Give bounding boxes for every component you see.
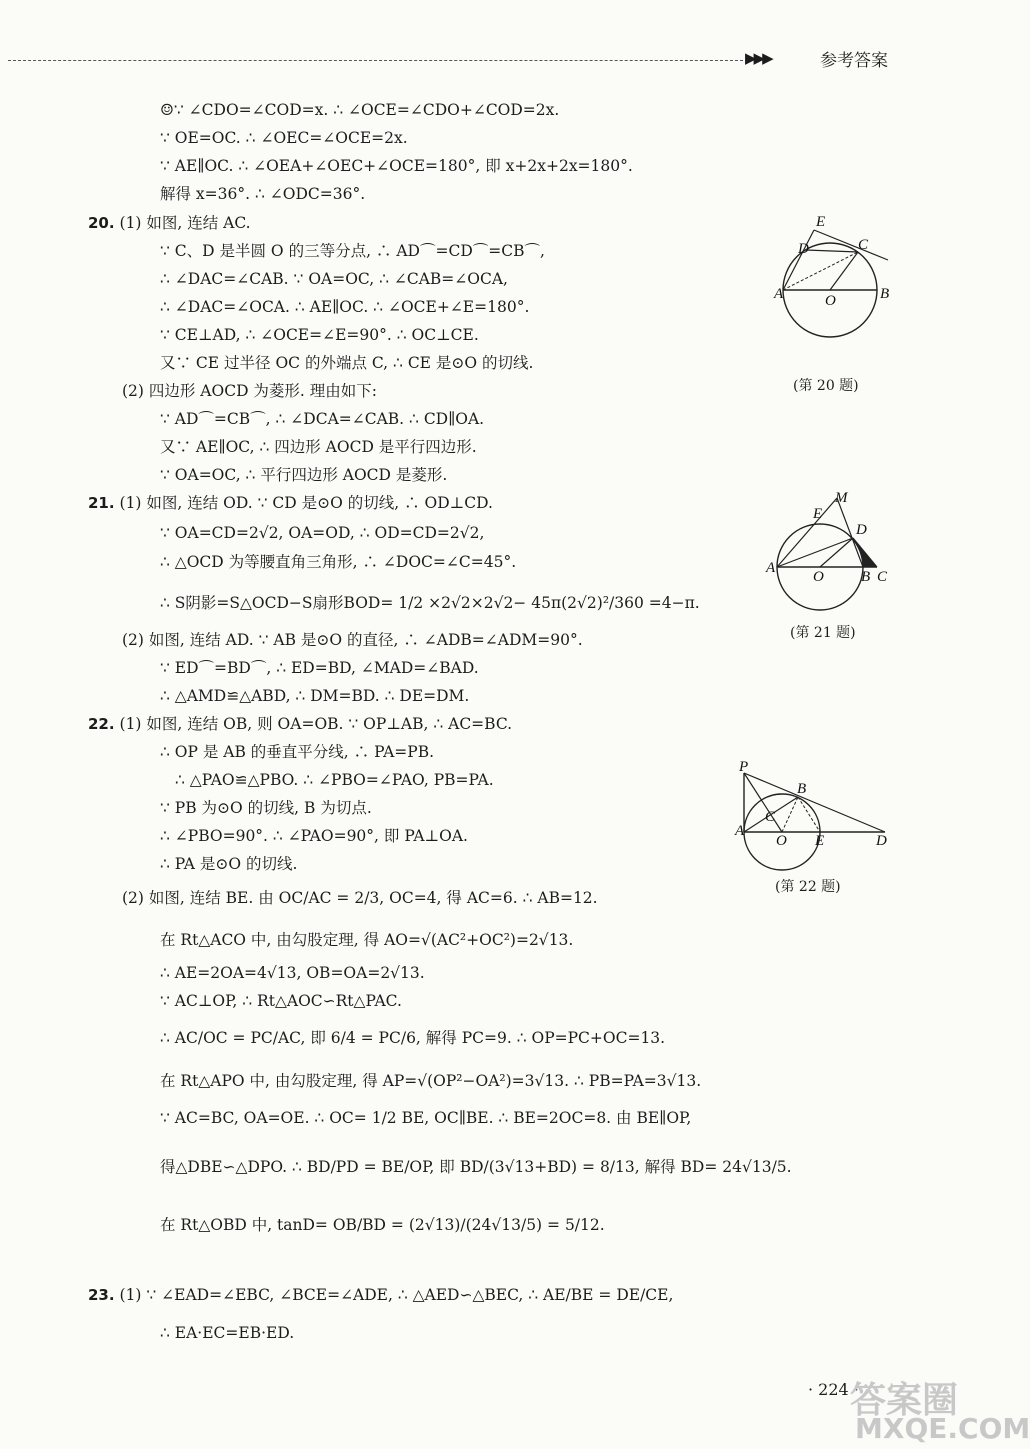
answer-line [160, 1323, 294, 1343]
answer-line-text: ∵ OA=OC, ∴ 平行四边形 AOCD 是菱形. [160, 466, 448, 484]
answer-line [160, 1071, 701, 1091]
header-title: 参考答案 [820, 51, 888, 71]
answer-line-text: ∴ AE=2OA=4√13, OB=OA=2√13. [160, 964, 425, 982]
answer-line [160, 593, 700, 613]
answer-line [160, 128, 408, 148]
answer-line [160, 854, 297, 874]
answer-line [160, 156, 633, 176]
answer-line-text: ∴ ∠DAC=∠CAB. ∵ OA=OC, ∴ ∠CAB=∠OCA, [160, 270, 508, 288]
answer-line-text: 解得 x=36°. ∴ ∠ODC=36°. [160, 185, 366, 203]
answer-line [160, 465, 447, 485]
fig22-label-A: A [735, 823, 745, 839]
answer-line [175, 770, 494, 790]
answer-line-text: ∴ △OCD 为等腰直角三角形, ∴ ∠DOC=∠C=45°. [160, 553, 517, 571]
answer-line [160, 552, 516, 572]
answer-line-text: ☺∵ ∠CDO=∠COD=x. ∴ ∠OCE=∠CDO+∠COD=2x. [160, 101, 560, 119]
answer-line-text: (2) 四边形 AOCD 为菱形. 理由如下: [122, 382, 378, 400]
answer-line [160, 241, 545, 261]
answer-line [160, 798, 372, 818]
answer-line-text: (2) 如图, 连结 AD. ∵ AB 是⊙O 的直径, ∴ ∠ADB=∠ADM=90°. [122, 631, 583, 649]
answer-line-text: ∵ PB 为⊙O 的切线, B 为切点. [160, 799, 372, 817]
fig22-label-O: O [776, 833, 787, 849]
answer-line [160, 826, 468, 846]
answer-line [160, 409, 484, 429]
fig21-label-E: E [813, 506, 823, 522]
figure-20-diagram [770, 210, 900, 360]
fig22-label-E: E [815, 833, 825, 849]
watermark-logo: 答案圈 [850, 1380, 959, 1421]
answer-line-text: ∵ OA=CD=2√2, OA=OD, ∴ OD=CD=2√2, [160, 524, 485, 542]
fig20-label-O: O [825, 293, 836, 309]
fig21-label-M: M [835, 490, 848, 506]
answer-line [122, 630, 583, 650]
fig22-label-D: D [876, 833, 887, 849]
fig21-label-B: B [861, 569, 871, 585]
answer-line [160, 963, 425, 983]
answer-line [160, 658, 479, 678]
figure-21-diagram [765, 490, 895, 615]
answer-line-text: ∴ ∠PBO=90°. ∴ ∠PAO=90°, 即 PA⊥OA. [160, 827, 468, 845]
answer-line [160, 297, 529, 317]
answer-line [160, 353, 533, 373]
answer-line-text: (1) 如图, 连结 OD. ∵ CD 是⊙O 的切线, ∴ OD⊥CD. [119, 494, 493, 512]
header-arrow-icon: ▶▶▶ [745, 49, 771, 67]
question-number: 21. [88, 494, 115, 512]
answer-line [160, 991, 402, 1011]
fig20-label-E: E [816, 214, 826, 230]
answer-line-text: ∵ AD⌒=CB⌒, ∴ ∠DCA=∠CAB. ∴ CD∥OA. [160, 410, 485, 428]
answer-line-text: (2) 如图, 连结 BE. 由 OC/AC = 2/3, OC=4, 得 AC=6. ∴ AB=12. [122, 889, 598, 907]
fig21-label-D: D [856, 522, 867, 538]
answer-line-text: ∴ △PAO≌△PBO. ∴ ∠PBO=∠PAO, PB=PA. [175, 771, 494, 789]
answer-line-text: 在 Rt△ACO 中, 由勾股定理, 得 AO=√(AC²+OC²)=2√13. [160, 931, 574, 949]
answer-line [88, 213, 251, 233]
answer-line-text: (1) 如图, 连结 OB, 则 OA=OB. ∵ OP⊥AB, ∴ AC=BC. [119, 715, 513, 733]
fig21-label-O: O [813, 569, 824, 585]
answer-line [88, 1285, 673, 1305]
answer-line [122, 381, 377, 401]
answer-line-text: ∵ AC⊥OP, ∴ Rt△AOC∽Rt△PAC. [160, 992, 402, 1010]
fig22-label-P: P [739, 759, 749, 775]
answer-line-text: ∴ PA 是⊙O 的切线. [160, 855, 298, 873]
figure-20-caption: (第 20 题) [793, 378, 859, 394]
answer-line-text: (1) 如图, 连结 AC. [119, 214, 251, 232]
answer-line [122, 888, 598, 908]
answer-line [160, 184, 365, 204]
answer-line-text: 在 Rt△OBD 中, tanD= OB/BD = (2√13)/(24√13/5) = 5/12. [160, 1216, 605, 1234]
answer-line-text: ∴ △AMD≌△ABD, ∴ DM=BD. ∴ DE=DM. [160, 687, 470, 705]
answer-line-text: 在 Rt△APO 中, 由勾股定理, 得 AP=√(OP²−OA²)=3√13. ∴ PB=PA=3√13. [160, 1072, 702, 1090]
answer-line [160, 1028, 665, 1048]
fig20-label-B: B [880, 286, 890, 302]
answer-line-text: ∴ OP 是 AB 的垂直平分线, ∴ PA=PB. [160, 743, 435, 761]
answer-line-text: ∵ CE⊥AD, ∴ ∠OCE=∠E=90°. ∴ OC⊥CE. [160, 326, 479, 344]
page-number: · 224 · [808, 1380, 859, 1399]
answer-line [160, 437, 477, 457]
fig22-label-C: C [765, 809, 776, 825]
answer-line [160, 686, 469, 706]
fig20-label-D: D [798, 241, 809, 257]
answer-line [160, 1157, 792, 1177]
answer-line [160, 100, 559, 120]
question-number: 20. [88, 214, 115, 232]
answer-line [160, 523, 484, 543]
answer-line-text: ∵ ED⌒=BD⌒, ∴ ED=BD, ∠MAD=∠BAD. [160, 659, 479, 677]
answer-line [160, 1108, 691, 1128]
answer-line [160, 1215, 605, 1235]
header-rule [8, 60, 743, 61]
figure-22-caption: (第 22 题) [775, 879, 841, 895]
answer-line-text: ∵ AE∥OC. ∴ ∠OEA+∠OEC+∠OCE=180°, 即 x+2x+2x=180°. [160, 157, 633, 175]
answer-line-text: (1) ∵ ∠EAD=∠EBC, ∠BCE=∠ADE, ∴ △AED∽△BEC, ∴ AE/BE = DE/CE, [119, 1286, 674, 1304]
answer-line-text: 又∵ AE∥OC, ∴ 四边形 AOCD 是平行四边形. [160, 438, 477, 456]
answer-line [160, 325, 479, 345]
fig21-label-A: A [766, 560, 776, 576]
answer-line-text: ∴ EA·EC=EB·ED. [160, 1324, 295, 1342]
question-number: 22. [88, 715, 115, 733]
figure-22-diagram [735, 759, 895, 875]
fig20-label-A: A [774, 286, 784, 302]
answer-line-text: ∴ S阴影=S△OCD−S扇形BOD= 1/2 ×2√2×2√2− 45π(2√2)²/360 =4−π. [160, 594, 700, 612]
answer-line [160, 742, 434, 762]
fig22-label-B: B [797, 781, 807, 797]
answer-line-text: ∵ AC=BC, OA=OE. ∴ OC= 1/2 BE, OC∥BE. ∴ BE=2OC=8. 由 BE∥OP, [160, 1109, 692, 1127]
figure-21-caption: (第 21 题) [790, 625, 856, 641]
fig21-label-C: C [877, 569, 888, 585]
question-number: 23. [88, 1286, 115, 1304]
answer-line [88, 493, 493, 513]
answer-line-text: 又∵ CE 过半径 OC 的外端点 C, ∴ CE 是⊙O 的切线. [160, 354, 534, 372]
answer-line [88, 714, 512, 734]
fig20-label-C: C [858, 237, 869, 253]
answer-line-text: 得△DBE∽△DPO. ∴ BD/PD = BE/OP, 即 BD/(3√13+BD) = 8/13, 解得 BD= 24√13/5. [160, 1158, 792, 1176]
answer-line-text: ∵ OE=OC. ∴ ∠OEC=∠OCE=2x. [160, 129, 408, 147]
answer-line [160, 269, 508, 289]
answer-line-text: ∴ AC/OC = PC/AC, 即 6/4 = PC/6, 解得 PC=9. ∴ OP=PC+OC=13. [160, 1029, 666, 1047]
answer-line [160, 930, 573, 950]
answer-line-text: ∴ ∠DAC=∠OCA. ∴ AE∥OC. ∴ ∠OCE+∠E=180°. [160, 298, 530, 316]
answer-line-text: ∵ C、D 是半圆 O 的三等分点, ∴ AD⌒=CD⌒=CB⌒, [160, 242, 545, 260]
watermark-url: MXQE.COM [855, 1412, 1030, 1445]
